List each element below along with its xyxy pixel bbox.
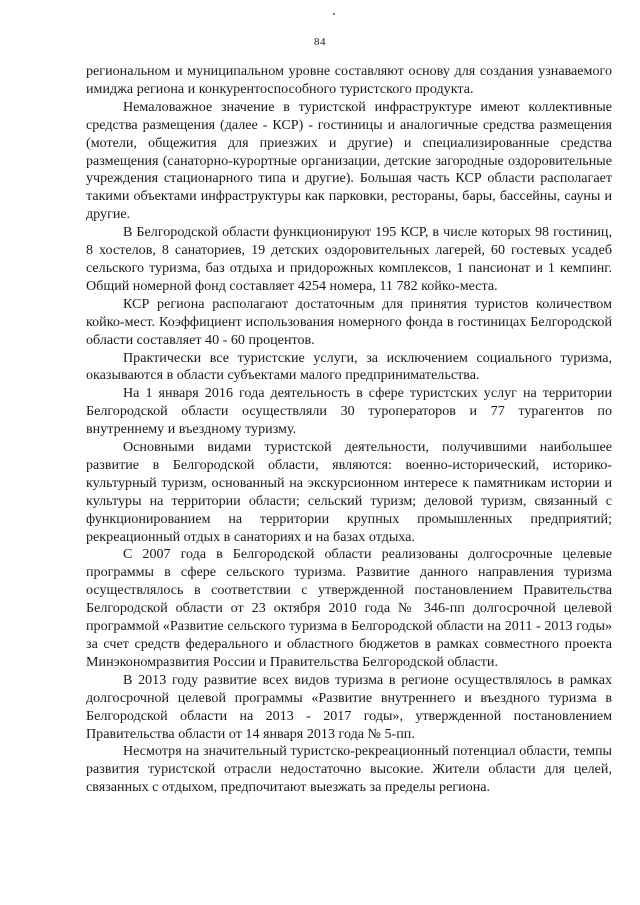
paragraph-tourism-types: Основными видами туристской деятельности, получившими наибольшее развитие в Белгородской области, являются: военно-исторический, историко-культурный туризм, основанный на экскурсионном интересе к памятникам истории и культуры на территории области; сельский туризм; деловой туризм, связанный с функционированием на территории крупных промышленных предприятий; рекреационный отдых в санаториях и на базах отдыха. bbox=[86, 439, 612, 545]
paragraph-tour-operators: На 1 января 2016 года деятельность в сфере туристских услуг на территории Белгородской области осуществляли 30 туроператоров и 77 турагентов по внутреннему и въездному туризму. bbox=[86, 385, 612, 438]
paragraph-small-business: Практически все туристские услуги, за исключением социального туризма, оказываются в области субъектами малого предпринимательства. bbox=[86, 349, 612, 384]
paragraph-2013-program: В 2013 году развитие всех видов туризма в регионе осуществлялось в рамках долгосрочной целевой программы «Развитие внутреннего и въездного туризма в Белгородской области на 2013 - 2017 годы», утвержденной постановлением Правительства области от 14 января 2013 года № 5-пп. bbox=[86, 671, 612, 742]
scan-speck bbox=[333, 13, 335, 15]
page-number: 84 bbox=[314, 36, 326, 48]
document-body bbox=[86, 63, 612, 797]
paragraph-ksr-counts: В Белгородской области функционируют 195 КСР, в числе которых 98 гостиниц, 8 хостелов, 8 санаториев, 19 детских оздоровительных лагерей, 60 гостевых усадеб сельского туризма, баз отдыха и придорожных комплексов, 1 пансионат и 1 кемпинг. Общий номерной фонд составляет 4254 номера, 11 782 койко-места. bbox=[86, 224, 612, 294]
paragraph-rural-tourism-programs: С 2007 года в Белгородской области реализованы долгосрочные целевые программы в сфере сельского туризма. Развитие данного направления туризма осуществлялось в соответствии с утвержденной постановлением Правительства Белгородской области от 23 октября 2010 года № 346-пп долгосрочной целевой программой «Развитие сельского туризма в Белгородской области на 2011 - 2013 годы» за счет средств федерального и областного бюджетов в рамках совместного проекта Минэкономразвития России и Правительства Белгородской области. bbox=[86, 546, 612, 670]
paragraph-continuation: региональном и муниципальном уровне составляют основу для создания узнаваемого имиджа региона и конкурентоспособного туристского продукта. bbox=[86, 63, 612, 97]
paragraph-bed-capacity: КСР региона располагают достаточным для принятия туристов количеством койко-мест. Коэффициент использования номерного фонда в гостиницах Белгородской области составляет 40 - 60 процентов. bbox=[86, 295, 612, 348]
paragraph-accommodation-facilities: Немаловажное значение в туристской инфраструктуре имеют коллективные средства размещения (далее - КСР) - гостиницы и аналогичные средства размещения (мотели, общежития для приезжих и другие) и специализированные средства размещения (санаторно-курортные организации, детские загородные оздоровительные учреждения стационарного типа и другие). Большая часть КСР области располагает такими объектами инфраструктуры как парковки, рестораны, бары, бассейны, сауны и другие. bbox=[86, 98, 612, 223]
paragraph-development-pace: Несмотря на значительный туристско-рекреационный потенциал области, темпы развития туристской отрасли недостаточно высокие. Жители области для целей, связанных с отдыхом, предпочитают выезжать за пределы региона. bbox=[86, 743, 612, 796]
